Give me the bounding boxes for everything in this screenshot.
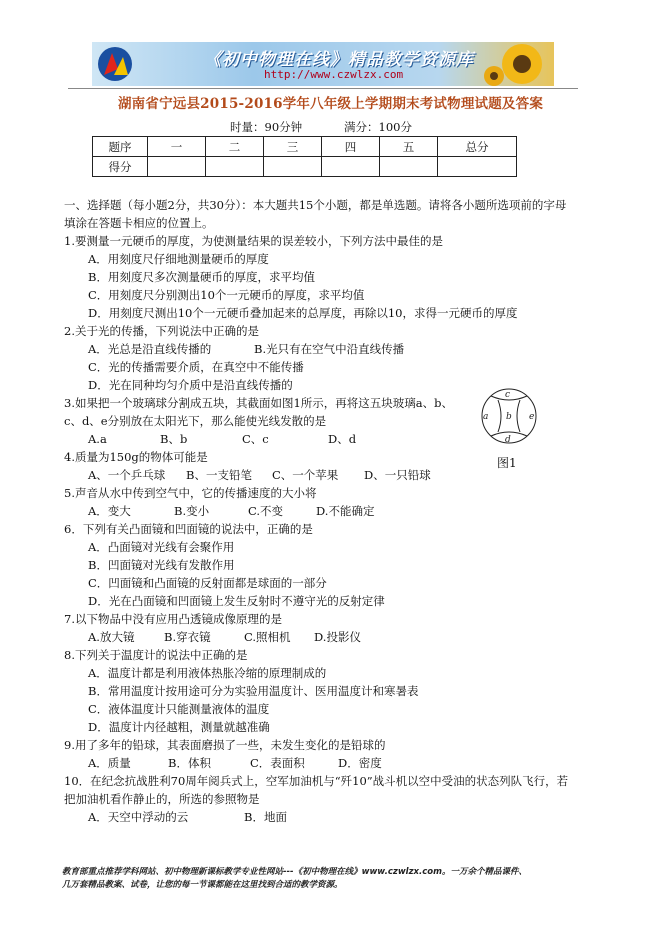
option-text: D．光在同种均匀介质中是沿直线传播的 — [88, 378, 293, 392]
option-text: B．体积 — [168, 756, 211, 770]
option-text: C.照相机 — [244, 630, 291, 644]
figure-part-label: c — [505, 390, 511, 400]
table-cell — [206, 157, 264, 177]
option-text: D．温度计内径越粗，测量就越准确 — [88, 720, 270, 734]
table-cell — [438, 157, 517, 177]
option-text: B、一支铅笔 — [186, 468, 252, 482]
question-text: c、d、e分别放在太阳光下，那么能使光线发散的是 — [64, 414, 327, 428]
question-text: 4.质量为150g的物体可能是 — [64, 450, 208, 464]
question-text: 把加油机看作静止的，所选的参照物是 — [64, 792, 260, 806]
option-text: D.投影仪 — [314, 630, 361, 644]
question-text: 8.下列关于温度计的说法中正确的是 — [64, 648, 248, 662]
option-text: A．用刻度尺仔细地测量硬币的厚度 — [88, 252, 269, 266]
banner-url[interactable]: http://www.czwlzx.com — [264, 68, 404, 81]
option-text: A．凸面镜对光线有会聚作用 — [88, 540, 235, 554]
option-text: C.不变 — [248, 504, 284, 518]
question-text: 5.声音从水中传到空气中，它的传播速度的大小将 — [64, 486, 317, 500]
question-text: 2.关于光的传播，下列说法中正确的是 — [64, 324, 259, 338]
figure-part-label: b — [506, 412, 512, 422]
table-cell — [148, 157, 206, 177]
option-text: B、b — [160, 432, 188, 446]
option-text: B.变小 — [174, 504, 210, 518]
option-text: A．温度计都是利用液体热胀冷缩的原理制成的 — [88, 666, 327, 680]
table-cell: 题序 — [93, 137, 148, 157]
table-cell — [264, 157, 322, 177]
option-text: B．用刻度尺多次测量硬币的厚度，求平均值 — [88, 270, 315, 284]
option-text: C．表面积 — [250, 756, 305, 770]
glass-ball-diagram — [476, 386, 542, 446]
footer-line: 几万套精品教案、试卷，让您的每一节课都能在这里找到合适的教学资源。 — [62, 880, 343, 890]
score-table-header-row — [93, 137, 517, 157]
option-text: C、一个苹果 — [272, 468, 339, 482]
table-cell: 总分 — [438, 137, 517, 157]
sunflower-icon — [482, 42, 552, 86]
option-text: A．光总是沿直线传播的 — [88, 342, 212, 356]
time-limit: 时量：90分钟 — [230, 120, 303, 134]
option-text: C．凹面镜和凸面镜的反射面都是球面的一部分 — [88, 576, 327, 590]
question-text: 9.用了多年的铅球，其表面磨损了一些，未发生变化的是铅球的 — [64, 738, 386, 752]
header-divider — [68, 88, 578, 89]
option-text: C、c — [242, 432, 269, 446]
table-cell: 三 — [264, 137, 322, 157]
banner-title: 《初中物理在线》精品教学资源库 — [204, 50, 474, 70]
option-text: A．质量 — [88, 756, 131, 770]
section-instructions: 一、选择题（每小题2分，共30分）：本大题共15个小题，都是单选题。请将各小题所选项前的字母 — [64, 198, 567, 212]
figure-part-label: d — [505, 435, 511, 445]
figure-caption: 图1 — [497, 456, 517, 470]
table-cell: 一 — [148, 137, 206, 157]
option-text: C．光的传播需要介质，在真空中不能传播 — [88, 360, 304, 374]
table-cell: 二 — [206, 137, 264, 157]
question-text: 10．在纪念抗战胜利70周年阅兵式上，空军加油机与“歼10”战斗机以空中受油的状态列队飞行，若 — [64, 774, 569, 788]
table-cell: 五 — [380, 137, 438, 157]
site-logo-icon — [96, 45, 134, 83]
page-footer — [62, 866, 622, 892]
question-text: 3.如果把一个玻璃球分割成五块，其截面如图1所示，再将这五块玻璃a、b、 — [64, 396, 454, 410]
option-text: C．液体温度计只能测量液体的温度 — [88, 702, 270, 716]
header-banner — [92, 42, 554, 86]
option-text: D．光在凸面镜和凹面镜上发生反射时不遵守光的反射定律 — [88, 594, 385, 608]
option-text: D．用刻度尺测出10个一元硬币叠加起来的总厚度，再除以10，求得一元硬币的厚度 — [88, 306, 518, 320]
table-cell: 四 — [322, 137, 380, 157]
option-text: D、一只铅球 — [364, 468, 431, 482]
option-text: A．天空中浮动的云 — [88, 810, 189, 824]
option-text: B．地面 — [244, 810, 287, 824]
full-score: 满分：100分 — [344, 120, 412, 134]
table-cell — [380, 157, 438, 177]
question-text: 7.以下物品中没有应用凸透镜成像原理的是 — [64, 612, 282, 626]
table-cell — [322, 157, 380, 177]
figure-part-label: e — [529, 412, 535, 422]
option-text: B.光只有在空气中沿直线传播 — [254, 342, 405, 356]
footer-line: 教育部重点推荐学科网站、初中物理新课标教学专业性网站---《初中物理在线》www.czwlzx.com。一万余个精品课件、 — [62, 867, 527, 877]
score-table — [92, 136, 517, 177]
option-text: D.不能确定 — [316, 504, 375, 518]
document-title: 湖南省宁远县2015-2016学年八年级上学期期末考试物理试题及答案 — [117, 96, 544, 112]
option-text: C．用刻度尺分别测出10个一元硬币的厚度，求平均值 — [88, 288, 365, 302]
option-text: A、一个乒乓球 — [88, 468, 166, 482]
option-text: D、d — [328, 432, 357, 446]
option-text: A.a — [88, 432, 107, 446]
question-text: 6．下列有关凸面镜和凹面镜的说法中，正确的是 — [64, 522, 313, 536]
score-table-score-row — [93, 157, 517, 177]
option-text: A．变大 — [88, 504, 131, 518]
option-text: B．常用温度计按用途可分为实验用温度计、医用温度计和寒暑表 — [88, 684, 419, 698]
section-instructions: 填涂在答题卡相应的位置上。 — [64, 216, 214, 230]
option-text: D．密度 — [338, 756, 382, 770]
table-cell: 得分 — [93, 157, 148, 177]
question-text: 1.要测量一元硬币的厚度，为使测量结果的误差较小，下列方法中最佳的是 — [64, 234, 443, 248]
figure-part-label: a — [483, 412, 489, 422]
option-text: A.放大镜 — [88, 630, 135, 644]
option-text: B.穿衣镜 — [164, 630, 211, 644]
option-text: B．凹面镜对光线有发散作用 — [88, 558, 235, 572]
